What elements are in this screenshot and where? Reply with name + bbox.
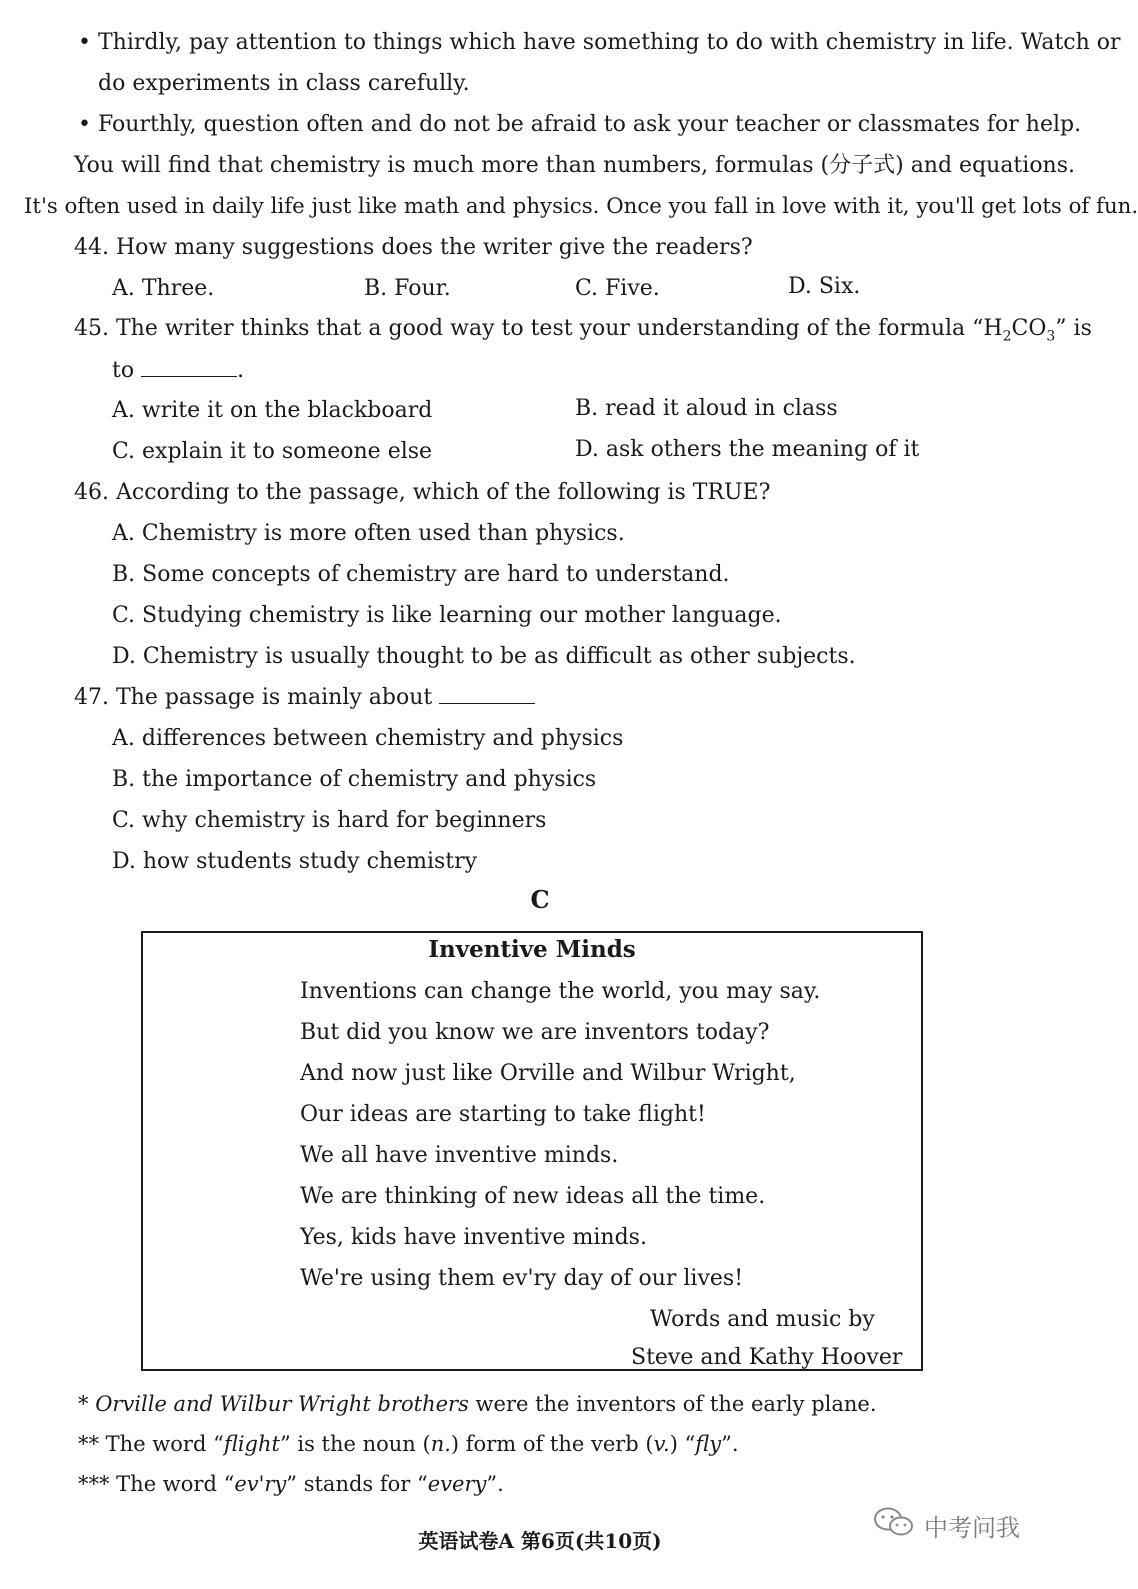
poem-line: We all have inventive minds.	[300, 1143, 619, 1168]
footnote-text: The word “	[109, 1472, 235, 1496]
footnote-text: were the inventors of the early plane.	[468, 1392, 877, 1416]
q46-option-d: D. Chemistry is usually thought to be as difficult as other subjects.	[112, 644, 856, 669]
footnote-text: The word “	[99, 1432, 224, 1456]
poem-line: Our ideas are starting to take flight!	[300, 1102, 706, 1127]
poem-line: We're using them ev'ry day of our lives!	[300, 1266, 744, 1291]
q45-sub-2: 2	[1002, 328, 1012, 345]
q47-option-b: B. the importance of chemistry and physics	[112, 767, 597, 792]
poem-line: But did you know we are inventors today?	[300, 1020, 770, 1045]
footnote-text: ”.	[721, 1432, 739, 1456]
question-45-stem-line2: to .	[112, 358, 245, 383]
closing-line2: It's often used in daily life just like math and physics. Once you fall in love with it, you'll get lots of fun.	[24, 194, 1138, 219]
footnote-italic: fly	[695, 1432, 722, 1456]
poem-box	[141, 931, 923, 1371]
q45-option-d: D. ask others the meaning of it	[575, 437, 920, 462]
question-45-stem	[74, 314, 1092, 344]
footnote-italic: every	[427, 1472, 487, 1496]
q45-stem-pre: 45. The writer thinks that a good way to test your understanding of the formula “H	[74, 316, 1003, 341]
q47-stem-text: 47. The passage is mainly about	[74, 685, 433, 710]
footnote-text: ” stands for “	[286, 1472, 428, 1496]
section-label: C	[530, 885, 550, 914]
q47-option-a: A. differences between chemistry and physics	[112, 726, 624, 751]
q44-option-a: A. Three.	[112, 276, 215, 301]
q45-option-c: C. explain it to someone else	[112, 439, 433, 464]
footnote-mark: **	[78, 1432, 99, 1456]
footnote-text: ) form of the verb (	[450, 1432, 654, 1456]
poem-credit-line1: Words and music by	[650, 1307, 875, 1332]
question-46-stem: 46. According to the passage, which of the following is TRUE?	[74, 480, 771, 505]
q47-option-d: D. how students study chemistry	[112, 849, 478, 874]
question-47-stem	[74, 683, 535, 713]
footnote-text: ) “	[669, 1432, 696, 1456]
poem-line: We are thinking of new ideas all the time.	[300, 1184, 766, 1209]
q47-option-c: C. why chemistry is hard for beginners	[112, 808, 547, 833]
watermark-text: 中考问我	[924, 1513, 1020, 1542]
q46-option-b: B. Some concepts of chemistry are hard to understand.	[112, 562, 730, 587]
q45-sub-3: 3	[1046, 328, 1056, 345]
answer-blank	[439, 685, 535, 704]
answer-blank	[141, 358, 237, 377]
bullet-thirdly-line2: do experiments in class carefully.	[98, 71, 470, 96]
poem-line: Inventions can change the world, you may say.	[300, 979, 821, 1004]
q44-option-b: B. Four.	[364, 276, 451, 301]
poem-title: Inventive Minds	[428, 936, 636, 963]
q46-option-a: A. Chemistry is more often used than physics.	[112, 521, 625, 546]
q44-option-d: D. Six.	[788, 274, 861, 299]
page-footer: 英语试卷A 第6页(共10页)	[418, 1529, 662, 1553]
footnote-italic: Orville and Wilbur Wright brothers	[95, 1392, 469, 1416]
footnote-1	[78, 1389, 877, 1419]
closing-line1: You will find that chemistry is much more than numbers, formulas (分子式) and equations.	[74, 153, 1076, 178]
bullet-fourthly: • Fourthly, question often and do not be afraid to ask your teacher or classmates for help.	[78, 112, 1082, 137]
q45-option-b: B. read it aloud in class	[575, 396, 838, 421]
footnote-3	[78, 1469, 504, 1499]
footnote-text: ” is the noun (	[279, 1432, 431, 1456]
poem-line: And now just like Orville and Wilbur Wright,	[300, 1061, 796, 1086]
footnote-italic: ev'ry	[234, 1472, 287, 1496]
poem-line: Yes, kids have inventive minds.	[300, 1225, 647, 1250]
poem-credit-line2: Steve and Kathy Hoover	[631, 1345, 903, 1370]
footnote-mark: ***	[78, 1472, 110, 1496]
question-44-stem: 44. How many suggestions does the writer give the readers?	[74, 235, 753, 260]
q46-option-c: C. Studying chemistry is like learning our mother language.	[112, 603, 782, 628]
footnote-mark: *	[78, 1392, 89, 1416]
q45-stem-mid: CO	[1011, 316, 1047, 341]
q45-stem-to: to	[112, 358, 135, 383]
footnote-italic: n.	[430, 1432, 451, 1456]
q45-option-a: A. write it on the blackboard	[112, 398, 433, 423]
footnote-italic: v.	[653, 1432, 670, 1456]
footnote-italic: flight	[223, 1432, 280, 1456]
footnote-text: ”.	[486, 1472, 504, 1496]
footnote-2	[78, 1429, 739, 1459]
q45-stem-post: ” is	[1055, 316, 1092, 341]
q44-option-c: C. Five.	[575, 276, 660, 301]
bullet-thirdly-line1: • Thirdly, pay attention to things which have something to do with chemistry in life. Watch or	[78, 30, 1121, 55]
